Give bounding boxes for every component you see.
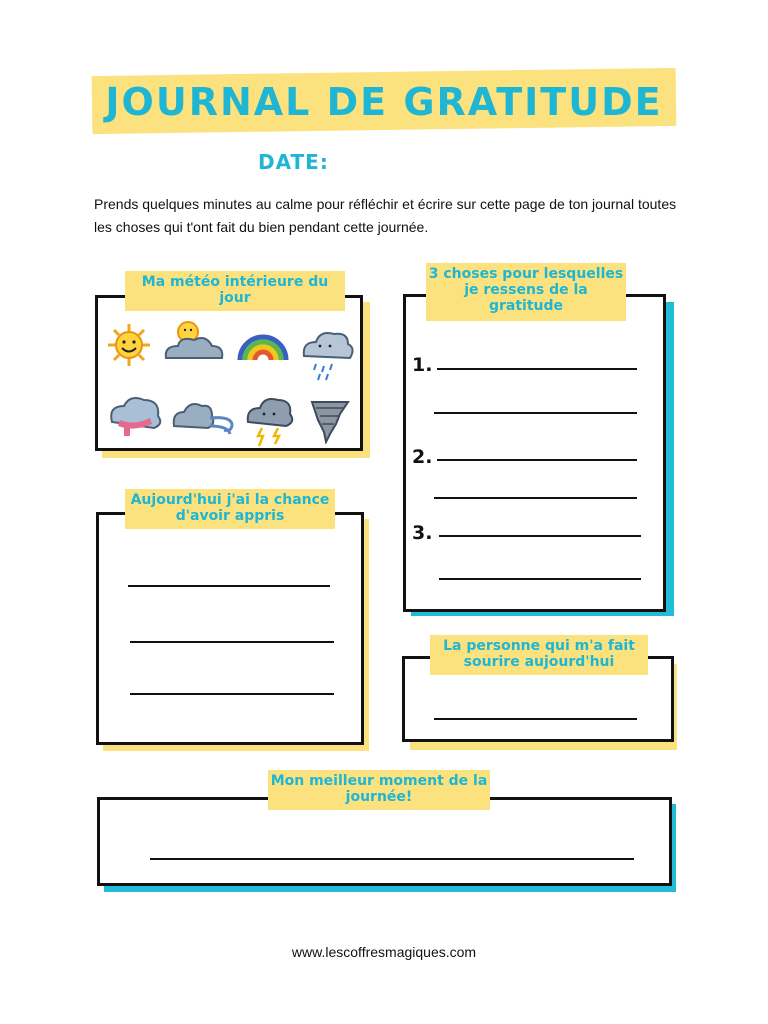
- rainbow-icon: [234, 320, 292, 364]
- intro-text: Prends quelques minutes au calme pour réfléchir et écrire sur cette page de ton journal toutes les choses qui t'ont fait du bien pendant cette journée.: [94, 196, 677, 235]
- gratitude-box: [403, 294, 666, 612]
- gratitude-number-3: 3.: [412, 522, 433, 544]
- smile-line[interactable]: [434, 718, 637, 720]
- sun-cloud-icon: [160, 318, 228, 370]
- best-box: [97, 797, 672, 886]
- date-label: DATE:: [258, 150, 329, 174]
- gratitude-line-1a[interactable]: [437, 368, 637, 370]
- gratitude-line-3a[interactable]: [439, 535, 641, 537]
- gratitude-line-2a[interactable]: [437, 459, 637, 461]
- learned-box: [96, 512, 364, 745]
- page-title: JOURNAL DE GRATITUDE: [105, 80, 663, 124]
- gratitude-line-3b[interactable]: [439, 578, 641, 580]
- rain-cloud-icon: [298, 326, 356, 384]
- gratitude-number-1: 1.: [412, 354, 433, 376]
- learned-line-2[interactable]: [130, 641, 334, 643]
- learned-box-label: Aujourd'hui j'ai la chance d'avoir appris: [125, 489, 335, 529]
- gratitude-number-2: 2.: [412, 446, 433, 468]
- best-line[interactable]: [150, 858, 634, 860]
- tornado-icon: [310, 398, 350, 444]
- gratitude-line-1b[interactable]: [434, 412, 637, 414]
- learned-line-3[interactable]: [130, 693, 334, 695]
- cold-cloud-icon: [106, 392, 164, 438]
- footer-website: www.lescoffresmagiques.com: [291, 944, 477, 960]
- gratitude-box-label: 3 choses pour lesquelles je ressens de la gratitude: [426, 263, 626, 321]
- sun-icon: [106, 322, 152, 368]
- wind-cloud-icon: [170, 396, 242, 438]
- learned-line-1[interactable]: [128, 585, 330, 587]
- storm-cloud-icon: [244, 394, 296, 448]
- gratitude-line-2b[interactable]: [434, 497, 637, 499]
- smile-box-label: La personne qui m'a fait sourire aujourd'hui: [430, 635, 648, 675]
- weather-box-label: Ma météo intérieure du jour: [125, 271, 345, 311]
- best-box-label: Mon meilleur moment de la journée!: [268, 770, 490, 810]
